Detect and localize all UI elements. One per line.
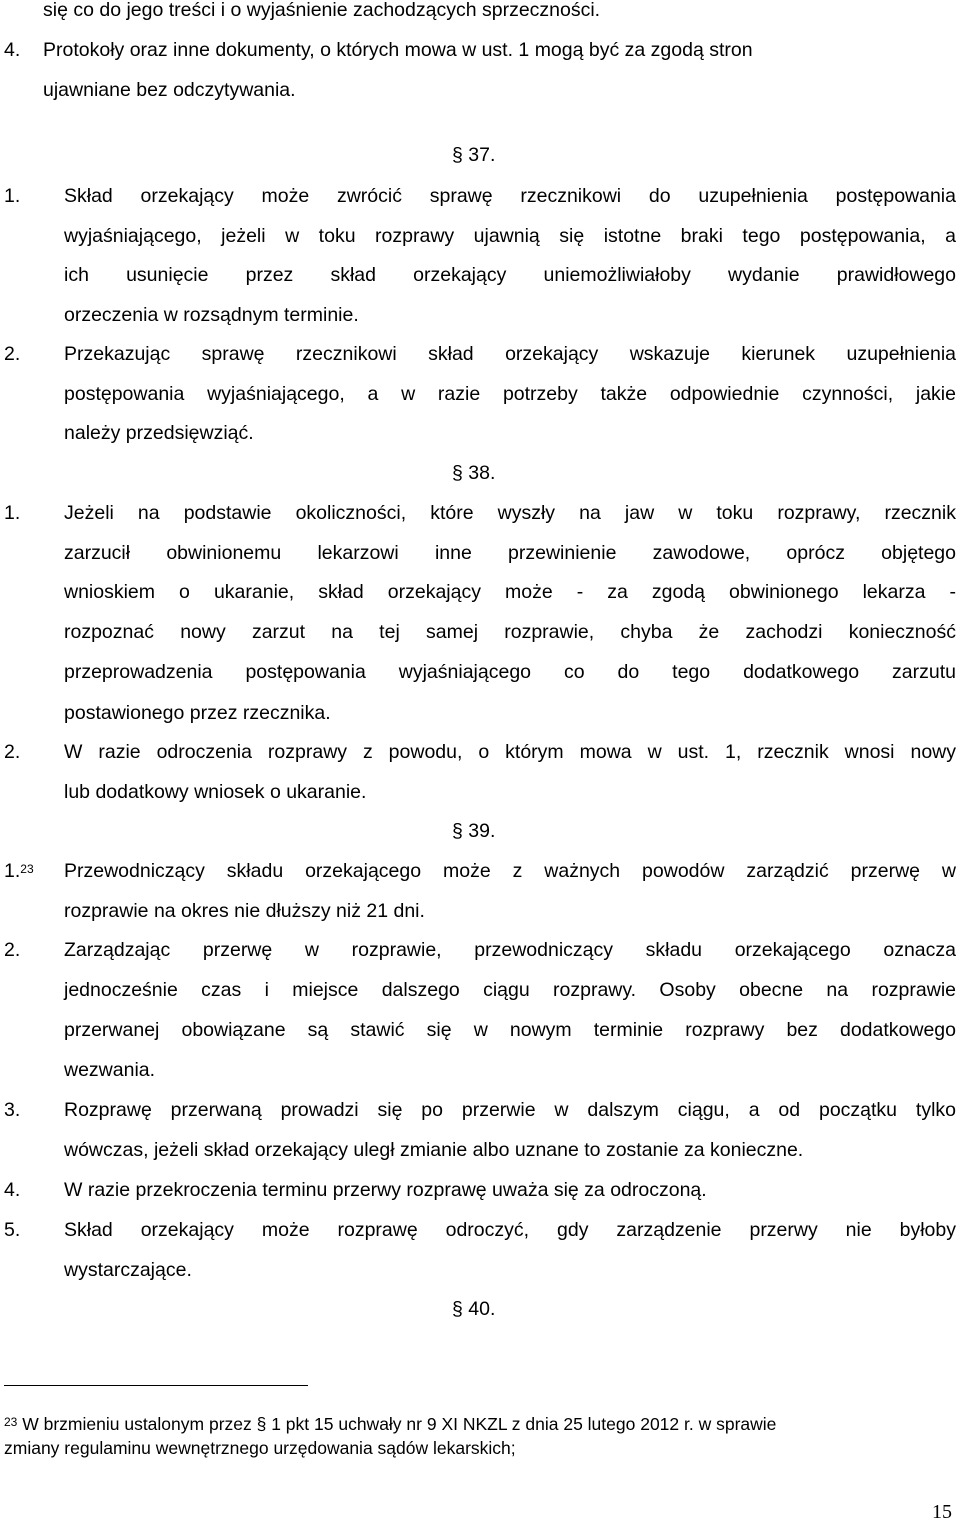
paragraph-number: 4. bbox=[4, 1179, 21, 1201]
paragraph-line: Rozprawę przerwaną prowadzi się po przerwie w dalszym ciągu, a od początku tylko bbox=[64, 1099, 956, 1121]
paragraph-line: Skład orzekający może rozprawę odroczyć, gdy zarządzenie przerwy nie byłoby bbox=[64, 1219, 956, 1241]
paragraph-line: wówczas, jeżeli skład orzekający uległ zmianie albo uznane to zostanie za konieczne. bbox=[64, 1139, 804, 1161]
paragraph-line: lub dodatkowy wniosek o ukaranie. bbox=[64, 781, 367, 803]
paragraph-line: rozpoznać nowy zarzut na tej samej rozprawie, chyba że zachodzi konieczność bbox=[64, 621, 956, 643]
paragraph-line: ich usunięcie przez skład orzekający uniemożliwiałoby wydanie prawidłowego bbox=[64, 264, 956, 286]
paragraph-line: Przekazując sprawę rzecznikowi skład orzekający wskazuje kierunek uzupełnienia bbox=[64, 343, 956, 365]
section-heading: § 40. bbox=[452, 1298, 496, 1320]
footnote-text: W brzmieniu ustalonym przez § 1 pkt 15 uchwały nr 9 XI NKZL z dnia 25 lutego 2012 r. w sprawie bbox=[22, 1414, 777, 1434]
paragraph-line: rozprawie na okres nie dłuższy niż 21 dni. bbox=[64, 900, 425, 922]
text-line: ujawniane bez odczytywania. bbox=[43, 79, 296, 101]
section-heading: § 39. bbox=[452, 820, 496, 842]
paragraph-line: Skład orzekający może zwrócić sprawę rzecznikowi do uzupełnienia postępowania bbox=[64, 185, 956, 207]
paragraph-line: wyjaśniającego, jeżeli w toku rozprawy ujawnią się istotne braki tego postępowania, a bbox=[64, 225, 956, 247]
paragraph-line: Jeżeli na podstawie okoliczności, które wyszły na jaw w toku rozprawy, rzecznik bbox=[64, 502, 956, 524]
section-heading: § 37. bbox=[452, 144, 496, 166]
footnote-line: zmiany regulaminu wewnętrznego urzędowania sądów lekarskich; bbox=[4, 1438, 516, 1458]
paragraph-line: wystarczające. bbox=[64, 1259, 192, 1281]
paragraph-number: 5. bbox=[4, 1219, 21, 1241]
paragraph-number: 2. bbox=[4, 343, 21, 365]
paragraph-number: 1. bbox=[4, 185, 21, 207]
paragraph-line: jednocześnie czas i miejsce dalszego ciągu rozprawy. Osoby obecne na rozprawie bbox=[64, 979, 956, 1001]
paragraph-number-text: 1. bbox=[4, 860, 21, 882]
footnote-reference: 23 bbox=[20, 862, 34, 876]
paragraph-line: postępowania wyjaśniającego, a w razie potrzeby także odpowiednie czynności, jakie bbox=[64, 383, 956, 405]
paragraph-line: należy przedsięwziąć. bbox=[64, 422, 254, 444]
paragraph-line: orzeczenia w rozsądnym terminie. bbox=[64, 304, 359, 326]
footnote-separator bbox=[4, 1385, 308, 1386]
paragraph-number: 2. bbox=[4, 939, 21, 961]
footnote-marker: 23 bbox=[4, 1415, 18, 1429]
text-line: Protokoły oraz inne dokumenty, o których mowa w ust. 1 mogą być za zgodą stron bbox=[43, 39, 753, 61]
paragraph-line: W razie przekroczenia terminu przerwy rozprawę uważa się za odroczoną. bbox=[64, 1179, 707, 1201]
paragraph-line: zarzucił obwinionemu lekarzowi inne przewinienie zawodowe, oprócz objętego bbox=[64, 542, 956, 564]
paragraph-line: Przewodniczący składu orzekającego może z ważnych powodów zarządzić przerwę w bbox=[64, 860, 956, 882]
paragraph-number: 1. bbox=[4, 502, 21, 524]
paragraph-line: wezwania. bbox=[64, 1059, 156, 1081]
paragraph-line: przerwanej obowiązane są stawić się w nowym terminie rozprawy bez dodatkowego bbox=[64, 1019, 956, 1041]
section-heading: § 38. bbox=[452, 462, 496, 484]
paragraph-line: W razie odroczenia rozprawy z powodu, o którym mowa w ust. 1, rzecznik wnosi nowy bbox=[64, 741, 956, 763]
footnote-line bbox=[4, 1413, 776, 1435]
paragraph-number bbox=[4, 859, 34, 883]
item-number: 4. bbox=[4, 39, 21, 61]
text-line: się co do jego treści i o wyjaśnienie zachodzących sprzeczności. bbox=[43, 0, 601, 21]
paragraph-number: 2. bbox=[4, 741, 21, 763]
paragraph-line: wnioskiem o ukaranie, skład orzekający może - za zgodą obwinionego lekarza - bbox=[64, 581, 956, 603]
page-number: 15 bbox=[932, 1501, 952, 1523]
paragraph-line: postawionego przez rzecznika. bbox=[64, 702, 331, 724]
paragraph-line: przeprowadzenia postępowania wyjaśniającego co do tego dodatkowego zarzutu bbox=[64, 661, 956, 683]
paragraph-number: 3. bbox=[4, 1099, 21, 1121]
paragraph-line: Zarządzając przerwę w rozprawie, przewodniczący składu orzekającego oznacza bbox=[64, 939, 956, 961]
